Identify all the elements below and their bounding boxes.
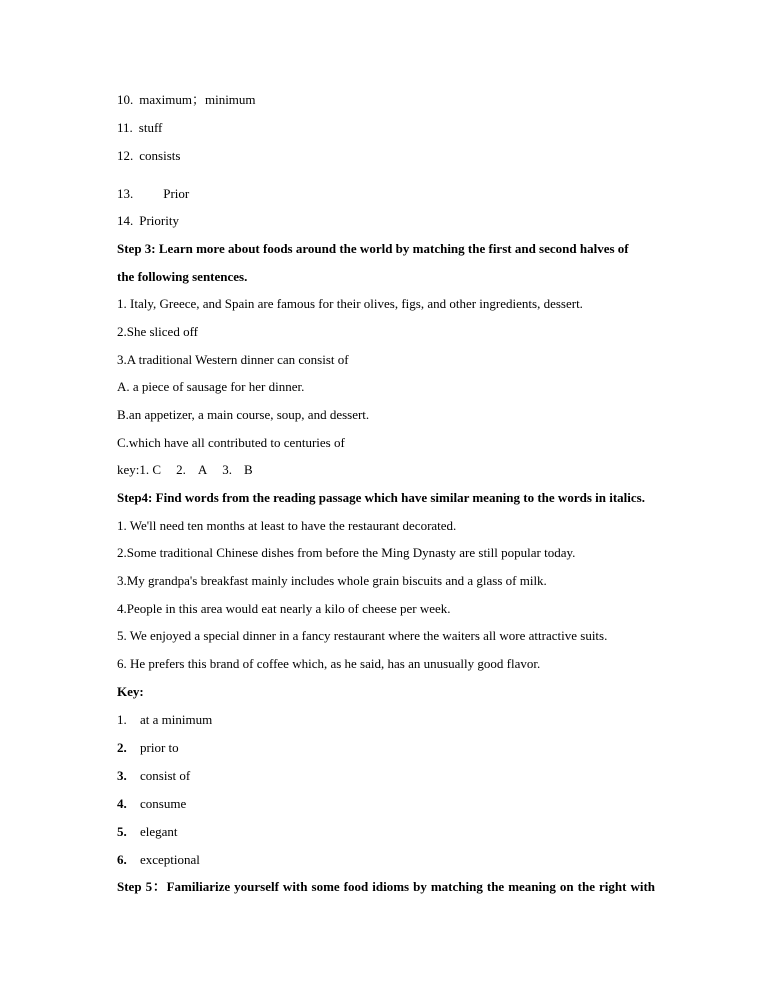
- step3-option: A. a piece of sausage for her dinner.: [117, 379, 305, 394]
- vocab-word: stuff: [138, 120, 163, 135]
- vocab-item: [117, 213, 179, 229]
- key-answer-item: [117, 768, 190, 784]
- answer-number: 1.: [117, 712, 127, 727]
- answer-number: 3.: [117, 768, 127, 783]
- key-answer-item: [117, 712, 212, 728]
- vocab-number: 11.: [117, 120, 133, 135]
- step4-sentence: 2.Some traditional Chinese dishes from before the Ming Dynasty are still popular today.: [117, 545, 576, 560]
- key-prefix: key:1. C: [117, 462, 162, 477]
- step4-sentence: 4.People in this area would eat nearly a kilo of cheese per week.: [117, 601, 451, 616]
- step3-answer-key: [117, 462, 253, 478]
- key-answer-item: [117, 852, 200, 868]
- answer-text: elegant: [140, 824, 178, 839]
- answer-text: consist of: [140, 768, 191, 783]
- key-answer-item: [117, 824, 178, 840]
- answer-text: exceptional: [140, 852, 200, 867]
- vocab-word: maximum；minimum: [139, 92, 256, 107]
- vocab-number: 12.: [117, 148, 134, 163]
- step5-heading: Step 5：Familiarize yourself with some food idioms by matching the meaning on the right with: [117, 879, 655, 894]
- vocab-word: consists: [139, 148, 181, 163]
- key-number: 2.: [176, 462, 186, 477]
- answer-text: consume: [140, 796, 187, 811]
- answer-text: prior to: [140, 740, 179, 755]
- answer-number: 2.: [117, 740, 127, 755]
- vocab-number: 13.: [117, 186, 134, 201]
- step4-sentence: 1. We'll need ten months at least to have the restaurant decorated.: [117, 518, 457, 533]
- vocab-item: [117, 186, 189, 202]
- step4-sentence: 6. He prefers this brand of coffee which, as he said, has an unusually good flavor.: [117, 656, 541, 671]
- step3-heading-continued: the following sentences.: [117, 269, 248, 284]
- step3-option: C.which have all contributed to centuries of: [117, 435, 345, 450]
- answer-number: 5.: [117, 824, 127, 839]
- step3-item: 1. Italy, Greece, and Spain are famous for their olives, figs, and other ingredients, dessert.: [117, 296, 583, 311]
- answer-number: 4.: [117, 796, 127, 811]
- step4-sentence: 3.My grandpa's breakfast mainly includes whole grain biscuits and a glass of milk.: [117, 573, 547, 588]
- vocab-number: 14.: [117, 213, 134, 228]
- vocab-item: [117, 120, 162, 136]
- step3-item: 3.A traditional Western dinner can consist of: [117, 352, 349, 367]
- key-answer-item: [117, 740, 179, 756]
- key-answer: A: [197, 462, 208, 477]
- step4-heading: Step4: Find words from the reading passage which have similar meaning to the words in italics.: [117, 490, 645, 505]
- vocab-item: [117, 92, 256, 108]
- step3-option: B.an appetizer, a main course, soup, and dessert.: [117, 407, 370, 422]
- key-label: Key:: [117, 684, 144, 699]
- vocab-number: 10.: [117, 92, 134, 107]
- step4-sentence: 5. We enjoyed a special dinner in a fancy restaurant where the waiters all wore attractive suits.: [117, 628, 608, 643]
- step3-heading: Step 3: Learn more about foods around the world by matching the first and second halves of: [117, 241, 629, 256]
- vocab-item: [117, 148, 180, 164]
- key-answer-item: [117, 796, 186, 812]
- vocab-word: Prior: [163, 186, 190, 201]
- answer-number: 6.: [117, 852, 127, 867]
- answer-text: at a minimum: [140, 712, 213, 727]
- step3-item: 2.She sliced off: [117, 324, 198, 339]
- key-number: 3.: [222, 462, 232, 477]
- key-answer: B: [243, 462, 253, 477]
- vocab-word: Priority: [139, 213, 179, 228]
